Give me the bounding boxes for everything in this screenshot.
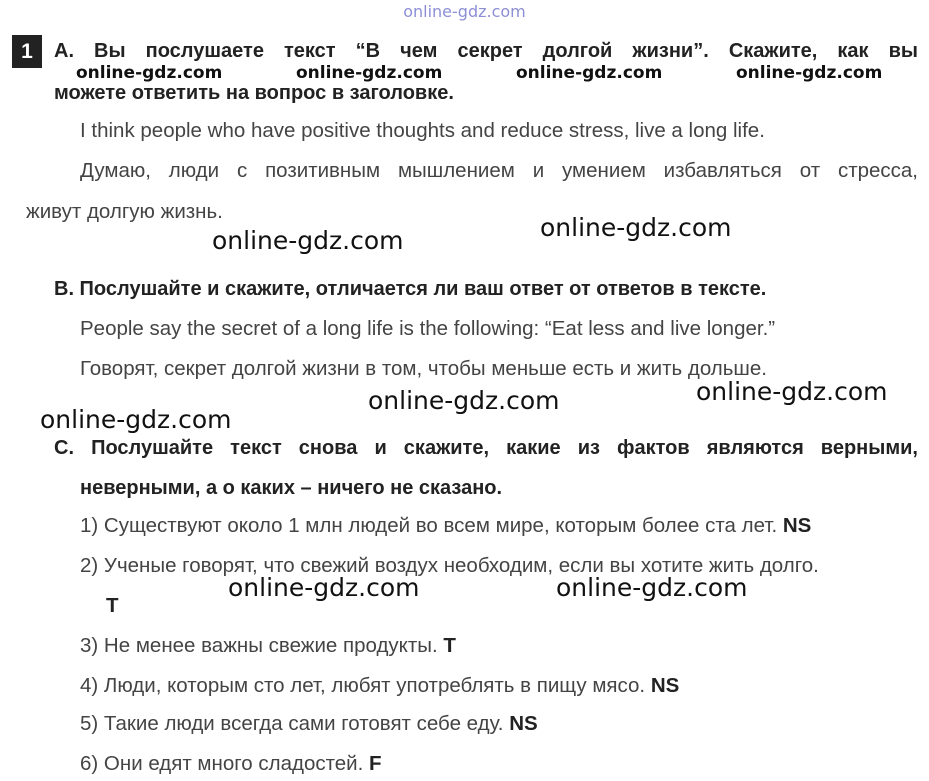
exercise-number-badge: 1 xyxy=(12,35,42,68)
fact-item-answer: F xyxy=(369,752,382,775)
section-c-heading-line2: неверными, а о каких – ничего не сказано. xyxy=(80,477,503,499)
fact-item-answer: T xyxy=(443,634,456,657)
fact-item-text: 3) Не менее важны свежие продукты. xyxy=(80,634,438,657)
watermark: online-gdz.com xyxy=(696,377,888,406)
section-b-english: People say the secret of a long life is the following: “Eat less and live longer.” xyxy=(80,317,776,340)
fact-item-text: 4) Люди, которым сто лет, любят употреблять в пищу мясо. xyxy=(80,674,646,697)
watermark: online-gdz.com xyxy=(556,573,748,602)
fact-item-1 xyxy=(80,514,811,538)
section-a-russian-line2: живут долгую жизнь. xyxy=(26,200,223,223)
fact-item-3 xyxy=(80,634,456,658)
watermark: online-gdz.com xyxy=(540,213,732,242)
watermark: online-gdz.com xyxy=(736,63,883,83)
section-c-heading-line1: C. Послушайте текст снова и скажите, какие из фактов являются верными, xyxy=(54,437,918,459)
fact-item-text: 6) Они едят много сладостей. xyxy=(80,752,364,775)
watermark: online-gdz.com xyxy=(516,63,663,83)
watermark: online-gdz.com xyxy=(212,226,404,255)
section-a-heading-line2: можете ответить на вопрос в заголовке. xyxy=(54,82,454,104)
fact-item-answer: NS xyxy=(650,674,680,697)
watermark: online-gdz.com xyxy=(40,405,232,434)
fact-item-answer: NS xyxy=(509,712,538,735)
watermark: online-gdz.com xyxy=(76,63,223,83)
watermark: online-gdz.com xyxy=(368,386,560,415)
watermark: online-gdz.com xyxy=(228,573,420,602)
fact-item-2-answer: T xyxy=(106,594,119,617)
top-watermark: online-gdz.com xyxy=(403,2,526,21)
fact-item-text: 5) Такие люди всегда сами готовят себе еду. xyxy=(80,712,504,735)
section-b-heading: B. Послушайте и скажите, отличается ли ваш ответ от ответов в тексте. xyxy=(54,278,767,300)
section-a-russian-line1: Думаю, люди с позитивным мышлением и умением избавляться от стресса, xyxy=(80,159,918,182)
section-a-heading-line1: A. Вы послушаете текст “В чем секрет долгой жизни”. Скажите, как вы xyxy=(54,40,918,62)
section-a-english: I think people who have positive thoughts and reduce stress, live a long life. xyxy=(80,119,765,142)
fact-item-6 xyxy=(80,752,382,776)
fact-item-text: 1) Существуют около 1 млн людей во всем мире, которым более ста лет. xyxy=(80,514,778,537)
section-b-russian: Говорят, секрет долгой жизни в том, чтобы меньше есть и жить дольше. xyxy=(80,357,767,380)
fact-item-answer: NS xyxy=(782,514,812,537)
fact-item-4 xyxy=(80,674,679,698)
fact-item-text: 2) Ученые говорят, что свежий воздух необходим, если вы хотите жить долго. xyxy=(80,554,819,577)
fact-item-5 xyxy=(80,712,538,736)
watermark: online-gdz.com xyxy=(296,63,443,83)
